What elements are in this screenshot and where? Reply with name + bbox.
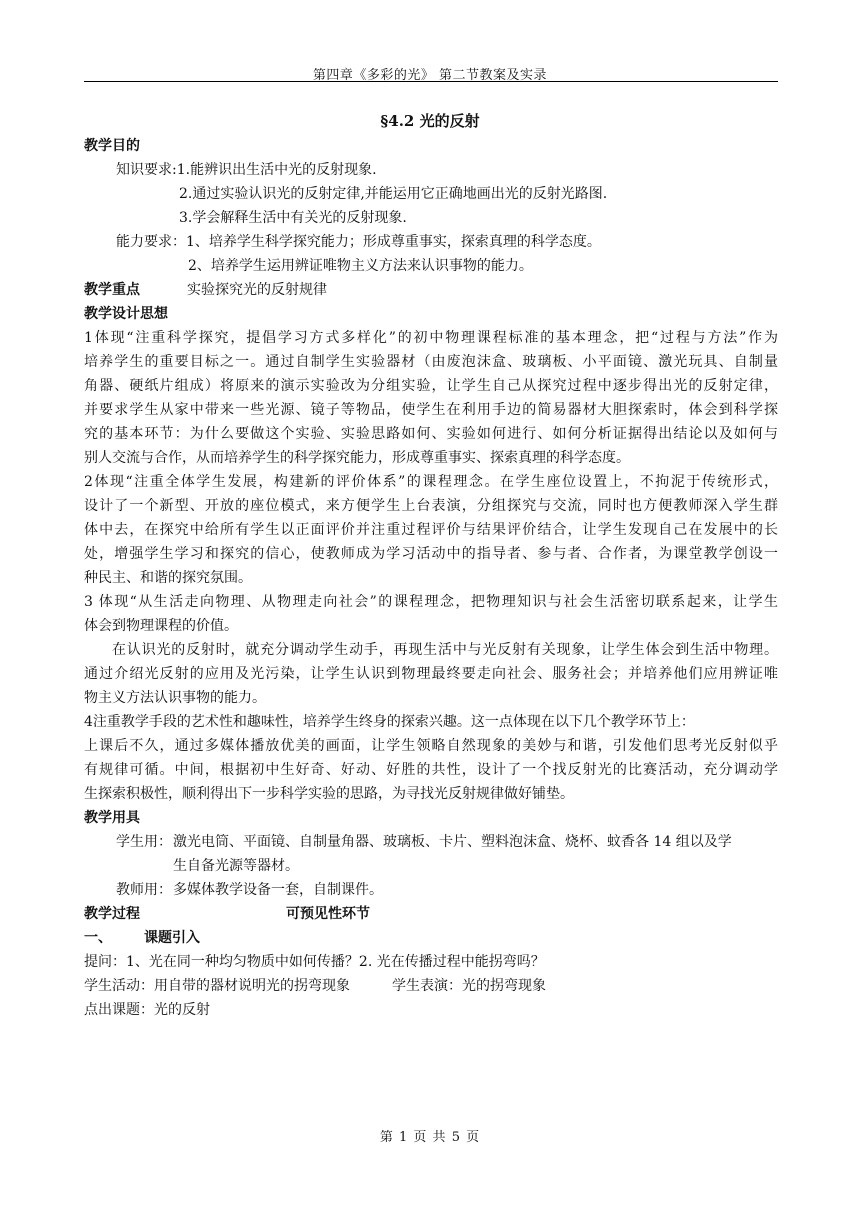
design-line: 物主义方法认识事物的能力。 [84, 690, 266, 706]
running-header: 第四章《多彩的光》 第二节教案及实录 [312, 68, 548, 83]
tools-heading: 教学用具 [84, 810, 140, 826]
key-text: 实验探究光的反射规律 [187, 282, 327, 298]
design-line: 3 体现“从生活走向物理、从物理走向社会”的课程理念，把物理知识与社会生活密切联系起来，让学生 [84, 594, 778, 610]
lesson-title: §4.2 光的反射 [380, 112, 480, 130]
knowledge-line-2: 2.通过实验认识光的反射定律,并能运用它正确地画出光的反射光路图. [179, 186, 608, 202]
key-heading: 教学重点 [84, 282, 140, 298]
design-line: 角器、硬纸片组成）将原来的演示实验改为分组实验，让学生自己从探究过程中逐步得出光的反射定律， [84, 378, 778, 394]
knowledge-line-1: 知识要求:1.能辨识出生活中光的反射现象. [116, 162, 377, 178]
process-line [84, 902, 778, 926]
page-footer: 第 1 页 共 5 页 [379, 1130, 481, 1145]
design-line: 4注重教学手段的艺术性和趣味性，培养学生终身的探索兴趣。这一点体现在以下几个教学环节上： [84, 714, 695, 730]
design-line: 2体现“注重全体学生发展，构建新的评价体系”的课程理念。在学生座位设置上，不拘泥于传统形式， [84, 474, 778, 490]
ability-line-1: 能力要求：1、培养学生科学探究能力；形成尊重事实，探索真理的科学态度。 [116, 234, 601, 250]
process-subheading: 可预见性环节 [286, 906, 370, 922]
design-line: 培养学生的重要目标之一。通过自制学生实验器材（由废泡沫盒、玻璃板、小平面镜、激光玩具、自制量 [84, 354, 778, 370]
header-rule [84, 81, 778, 82]
key-line [84, 278, 778, 302]
design-line: 体会到物理课程的价值。 [84, 618, 238, 634]
design-line: 种民主、和谐的探究氛围。 [84, 570, 252, 586]
design-heading: 教学设计思想 [84, 306, 168, 322]
design-line: 在认识光的反射时，就充分调动学生动手，再现生活中与光反射有关现象，让学生体会到生活中物理。 [112, 642, 778, 658]
intro-number: 一、 [84, 930, 112, 946]
ability-line-2: 2、培养学生运用辨证唯物主义方法来认识事物的能力。 [188, 258, 533, 274]
design-line: 生探索积极性，顺利得出下一步科学实验的思路，为寻找光反射规律做好铺垫。 [84, 786, 574, 802]
intro-heading: 课题引入 [144, 930, 200, 946]
student-tools-line-2: 生自备光源等器材。 [173, 858, 299, 874]
teacher-tools-line: 教师用：多媒体教学设备一套，自制课件。 [116, 882, 383, 898]
topic-line: 点出课题：光的反射 [84, 1002, 210, 1018]
document-body [84, 134, 778, 1022]
goals-heading: 教学目的 [84, 138, 140, 154]
knowledge-line-3: 3.学会解释生活中有关光的反射现象. [179, 210, 407, 226]
design-line: 设计了一个新型、开放的座位模式，来方便学生上台表演，分组探究与交流，同时也方便教师深入学生群 [84, 498, 778, 514]
design-line: 究的基本环节：为什么要做这个实验、实验思路如何、实验如何进行、如何分析证据得出结论以及如何与 [84, 426, 778, 442]
design-line: 有规律可循。中间，根据初中生好奇、好动、好胜的共性，设计了一个找反射光的比赛活动，充分调动学 [84, 762, 778, 778]
student-tools-line-1: 学生用：激光电筒、平面镜、自制量角器、玻璃板、卡片、塑料泡沫盒、烧杯、蚊香各 14 组以及学 [116, 834, 732, 850]
process-heading: 教学过程 [84, 906, 140, 922]
design-line: 通过介绍光反射的应用及光污染，让学生认识到物理最终要走向社会、服务社会；并培养他们应用辨证唯 [84, 666, 778, 682]
intro-line [84, 926, 778, 950]
design-line: 上课后不久，通过多媒体播放优美的画面，让学生领略自然现象的美妙与和谐，引发他们思考光反射似乎 [84, 738, 778, 754]
design-line: 并要求学生从家中带来一些光源、镜子等物品，使学生在利用手边的简易器材大胆探索时，体会到科学探 [84, 402, 778, 418]
question-line: 提问：1、光在同一种均匀物质中如何传播？2. 光在传播过程中能拐弯吗？ [84, 954, 545, 970]
design-line: 体中去，在探究中给所有学生以正面评价并注重过程评价与结果评价结合，让学生发现自己在发展中的长 [84, 522, 778, 538]
design-line: 别人交流与合作，从而培养学生的科学探究能力，形成尊重事实、探索真理的科学态度。 [84, 450, 630, 466]
activity-line: 学生活动：用自带的器材说明光的拐弯现象 学生表演：光的拐弯现象 [84, 978, 546, 994]
design-line: 1体现“注重科学探究，提倡学习方式多样化”的初中物理课程标准的基本理念，把“过程与方法”作为 [84, 330, 778, 346]
design-line: 处，增强学生学习和探究的信心，使教师成为学习活动中的指导者、参与者、合作者，为课堂教学创设一 [84, 546, 778, 562]
